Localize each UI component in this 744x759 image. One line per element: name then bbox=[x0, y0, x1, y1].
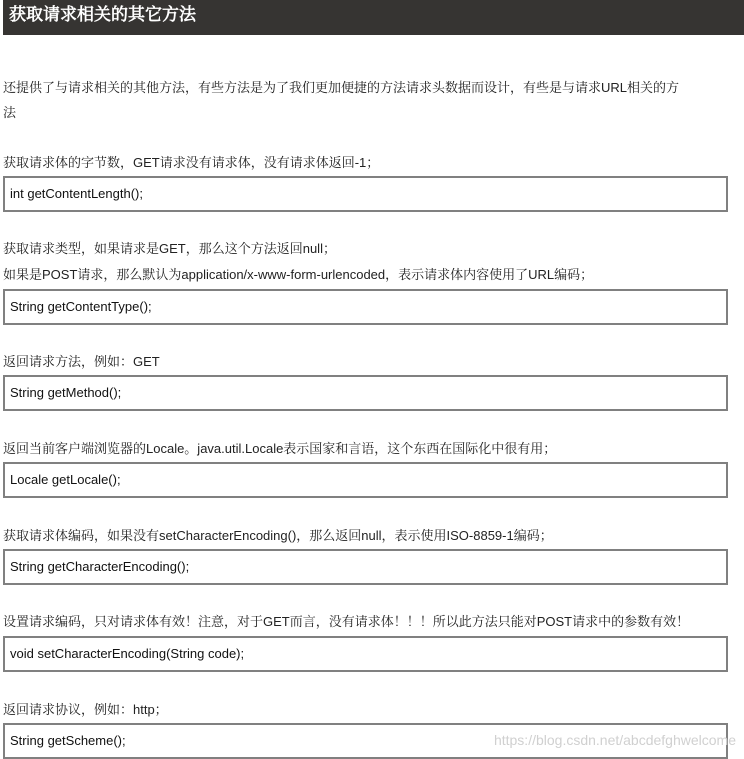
description: 获取请求体的字节数，GET请求没有请求体，没有请求体返回-1； bbox=[3, 155, 380, 170]
intro-text-line-2: 法 bbox=[3, 105, 17, 120]
description: 设置请求编码，只对请求体有效！注意，对于GET而言，没有请求体！！！所以此方法只能对POST请求中的参数有效！ bbox=[3, 614, 690, 629]
watermark: https://blog.csdn.net/abcdefghwelcome bbox=[493, 732, 736, 748]
intro-text-line-1: 还提供了与请求相关的其他方法，有些方法是为了我们更加便捷的方法请求头数据而设计，有些是与请求URL相关的方 bbox=[3, 80, 680, 95]
code-block: void setCharacterEncoding(String code); bbox=[3, 636, 728, 672]
code-block: int getContentLength(); bbox=[3, 176, 728, 212]
description: 返回请求方法，例如：GET bbox=[3, 354, 160, 369]
description: 如果是POST请求，那么默认为application/x-www-form-urlencoded，表示请求体内容使用了URL编码； bbox=[3, 267, 594, 282]
code-block: String getScheme(); bbox=[3, 723, 728, 759]
description: 返回请求协议，例如：http； bbox=[3, 702, 168, 717]
code-block: String getMethod(); bbox=[3, 375, 728, 411]
description: 获取请求体编码，如果没有setCharacterEncoding()，那么返回null，表示使用ISO-8859-1编码； bbox=[3, 528, 553, 543]
description: 返回当前客户端浏览器的Locale。java.util.Locale表示国家和言语，这个东西在国际化中很有用； bbox=[3, 441, 557, 456]
description: 获取请求类型，如果请求是GET，那么这个方法返回null； bbox=[3, 241, 336, 256]
section-heading: 获取请求相关的其它方法 bbox=[3, 0, 744, 35]
code-block: Locale getLocale(); bbox=[3, 462, 728, 498]
code-block: String getContentType(); bbox=[3, 289, 728, 325]
code-block: String getCharacterEncoding(); bbox=[3, 549, 728, 585]
